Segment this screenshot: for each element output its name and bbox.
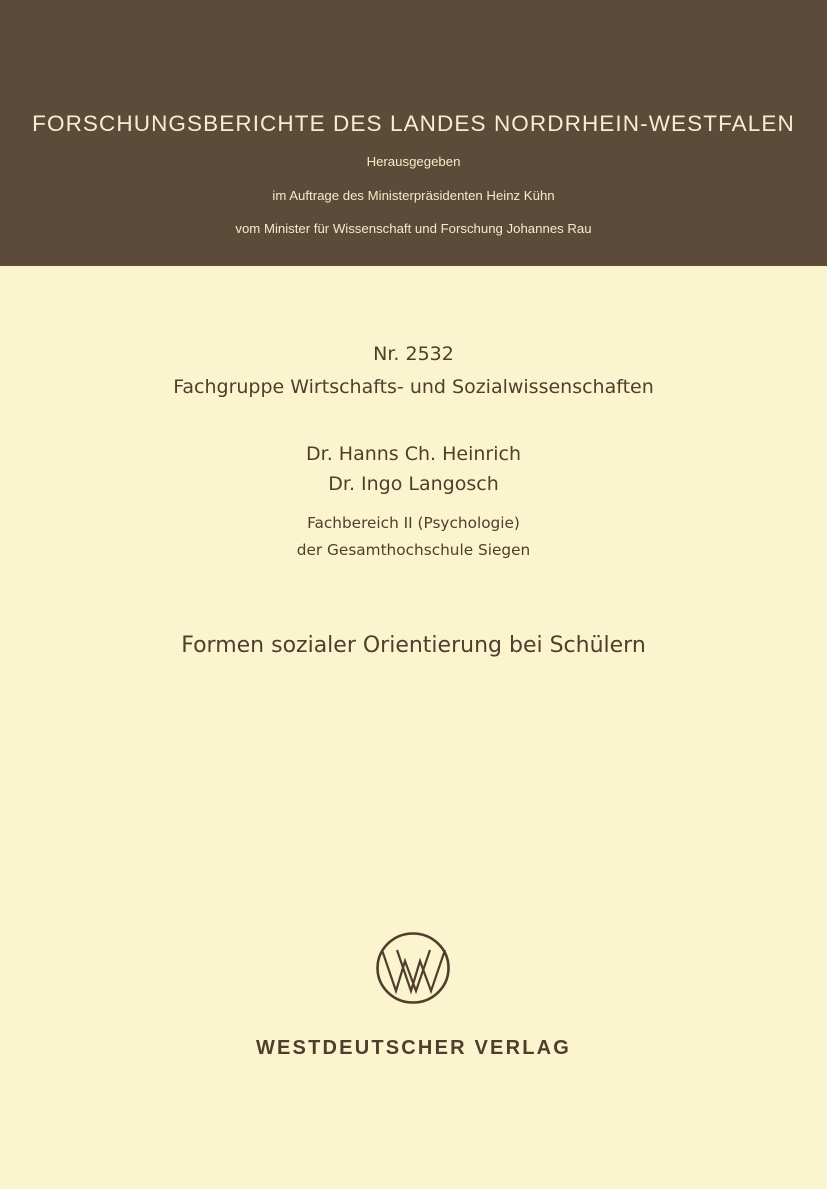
- header-line-herausgegeben: Herausgegeben: [366, 154, 461, 169]
- report-number: Nr. 2532: [373, 343, 454, 365]
- book-title: Formen sozialer Orientierung bei Schülern: [181, 633, 646, 658]
- publisher-name: WESTDEUTSCHER VERLAG: [255, 1037, 572, 1059]
- author-1: Dr. Hanns Ch. Heinrich: [306, 443, 521, 465]
- header-line-auftrag: im Auftrage des Ministerpräsidenten Heinz Kühn: [272, 188, 555, 203]
- fachgruppe: Fachgruppe Wirtschafts- und Sozialwissenschaften: [173, 376, 654, 398]
- author-2: Dr. Ingo Langosch: [328, 473, 499, 495]
- affiliation-hochschule: der Gesamthochschule Siegen: [296, 541, 531, 559]
- series-title: FORSCHUNGSBERICHTE DES LANDES NORDRHEIN-WESTFALEN: [32, 111, 795, 136]
- header-band: [0, 0, 827, 266]
- affiliation-fachbereich: Fachbereich II (Psychologie): [307, 514, 520, 532]
- header-line-minister: vom Minister für Wissenschaft und Forschung Johannes Rau: [235, 221, 592, 236]
- westdeutscher-verlag-logo-icon: [375, 931, 451, 1005]
